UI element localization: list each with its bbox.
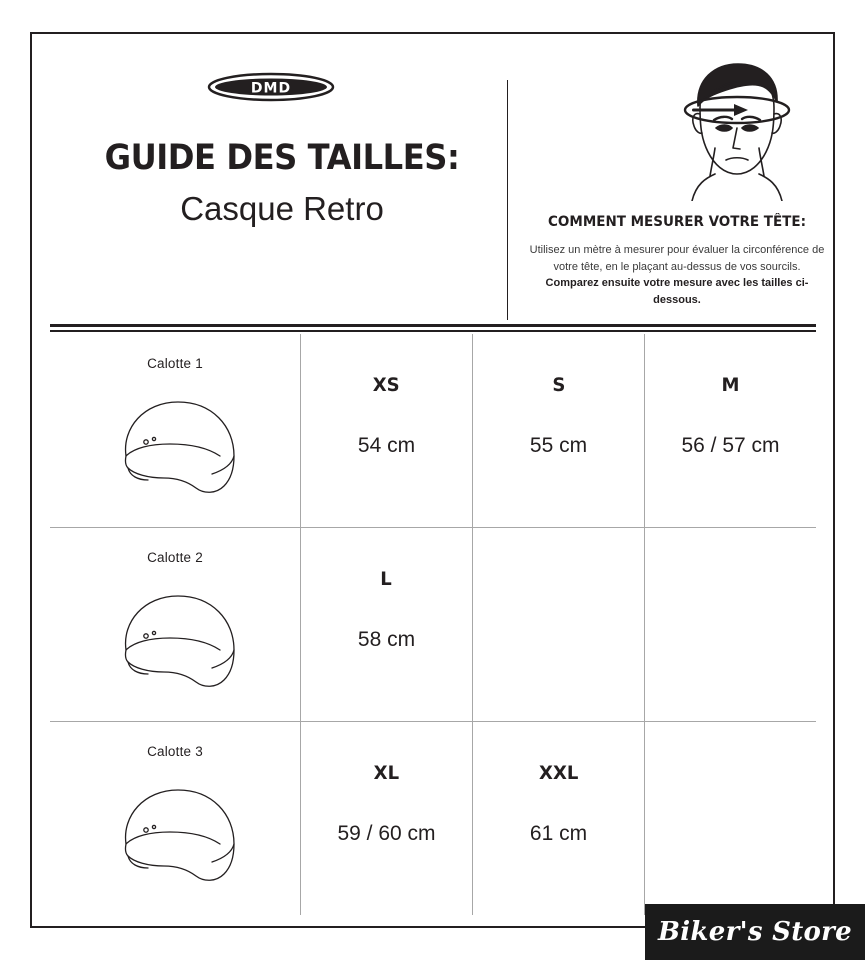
- size-name: M: [721, 374, 740, 396]
- title-block: [72, 139, 492, 228]
- measure-line-3: Comparez ensuite votre mesure avec les tailles ci-dessous.: [545, 277, 809, 306]
- measure-instructions: [527, 214, 827, 308]
- size-value: 54 cm: [357, 434, 416, 457]
- measure-line-1: Utilisez un mètre à mesurer pour évaluer la circonférence de: [529, 244, 825, 256]
- page-title: GUIDE DES TAILLES:: [104, 138, 460, 178]
- measure-title: COMMENT MESURER VOTRE TÊTE:: [548, 214, 806, 230]
- size-cell: [300, 334, 472, 527]
- size-cell: [472, 722, 644, 915]
- size-value: 61 cm: [529, 822, 588, 845]
- size-cell: [300, 528, 472, 721]
- header: [32, 34, 833, 304]
- size-name: XXL: [538, 762, 579, 784]
- size-cell: [644, 722, 816, 915]
- watermark: [645, 904, 865, 960]
- helmet-icon: [112, 382, 252, 502]
- table-row: [50, 527, 816, 721]
- measure-line-2: votre tête, en le plaçant au-dessus de vos sourcils.: [553, 260, 801, 273]
- size-table: [50, 334, 816, 915]
- shell-label: Calotte 2: [147, 550, 203, 565]
- head-measure-illustration: [662, 56, 812, 201]
- size-name: XS: [373, 374, 400, 396]
- page-subtitle: Casque Retro: [180, 189, 384, 227]
- header-divider: [507, 80, 508, 320]
- shell-cell: [50, 722, 300, 915]
- size-name: XL: [373, 762, 400, 784]
- size-value: 55 cm: [529, 434, 588, 457]
- measure-text: [527, 242, 827, 308]
- svg-text:DMD: DMD: [250, 80, 292, 97]
- shell-label: Calotte 1: [147, 356, 203, 371]
- size-value: 58 cm: [357, 628, 416, 651]
- size-cell: [644, 528, 816, 721]
- table-row: [50, 334, 816, 527]
- helmet-icon: [112, 576, 252, 696]
- size-guide-sheet: [30, 32, 835, 928]
- size-cell: [644, 334, 816, 527]
- size-cell: [472, 528, 644, 721]
- size-value: 59 / 60 cm: [337, 822, 436, 845]
- size-name: L: [380, 568, 393, 590]
- rule-thin: [50, 330, 816, 332]
- shell-cell: [50, 334, 300, 527]
- helmet-icon: [112, 770, 252, 890]
- size-cell: [472, 334, 644, 527]
- dmd-logo: [207, 72, 335, 102]
- table-row: [50, 721, 816, 915]
- size-value: 56 / 57 cm: [681, 434, 780, 457]
- shell-label: Calotte 3: [147, 744, 203, 759]
- watermark-text: Biker's Store: [657, 917, 853, 947]
- size-name: S: [551, 374, 566, 396]
- size-cell: [300, 722, 472, 915]
- header-rule: [50, 324, 816, 332]
- shell-cell: [50, 528, 300, 721]
